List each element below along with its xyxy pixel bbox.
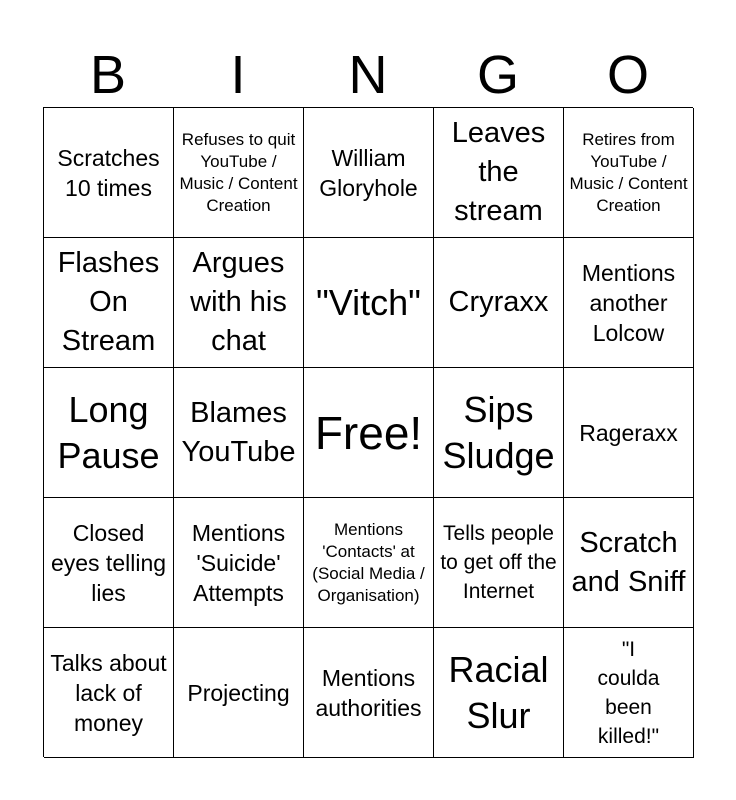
bingo-cell[interactable]	[564, 108, 694, 238]
bingo-cell[interactable]	[304, 628, 434, 758]
cell-text: Mentions authorities	[315, 664, 422, 721]
cell-text: Argues with his chat	[190, 247, 287, 357]
cell-text: Long Pause	[57, 388, 160, 476]
bingo-cell[interactable]	[564, 238, 694, 368]
cell-text: Mentions 'Suicide' Attempts	[191, 519, 286, 606]
bingo-cell[interactable]	[174, 628, 304, 758]
bingo-cell[interactable]	[304, 498, 434, 628]
bingo-cell[interactable]	[434, 368, 564, 498]
bingo-cell[interactable]	[434, 108, 564, 238]
bingo-cell[interactable]	[174, 368, 304, 498]
header-letter-g: G	[476, 45, 519, 105]
cell-text: "I coulda been killed!"	[597, 637, 660, 748]
bingo-cell[interactable]	[174, 238, 304, 368]
cell-text: Sips Sludge	[442, 388, 555, 476]
bingo-cell[interactable]	[174, 108, 304, 238]
cell-text: Tells people to get off the Internet	[440, 522, 557, 603]
cell-text: Refuses to quit YouTube / Music / Content Creation	[179, 129, 298, 215]
cell-text: "Vitch"	[316, 281, 421, 323]
bingo-cell[interactable]	[434, 498, 564, 628]
header-letter-b: B	[89, 45, 127, 105]
free-space-cell[interactable]	[304, 368, 434, 498]
cell-text: Racial Slur	[448, 648, 549, 736]
bingo-cell[interactable]	[434, 628, 564, 758]
header-letter-n: N	[348, 45, 388, 105]
cell-text: Leaves the stream	[451, 117, 546, 227]
bingo-cell[interactable]	[44, 368, 174, 498]
bingo-cell[interactable]	[304, 108, 434, 238]
cell-text: Flashes On Stream	[57, 247, 160, 357]
cell-text: Retires from YouTube / Music / Content Creation	[569, 129, 688, 215]
bingo-header	[43, 42, 693, 108]
cell-text: Mentions another Lolcow	[581, 259, 676, 346]
bingo-grid	[43, 107, 693, 757]
cell-text: Closed eyes telling lies	[50, 519, 167, 606]
cell-text: Rageraxx	[579, 419, 678, 446]
bingo-cell[interactable]	[304, 238, 434, 368]
bingo-cell[interactable]	[44, 498, 174, 628]
cell-text: Projecting	[187, 679, 290, 706]
bingo-cell[interactable]	[44, 108, 174, 238]
cell-text: Cryraxx	[448, 286, 549, 318]
bingo-cell[interactable]	[564, 368, 694, 498]
cell-text: William Gloryhole	[319, 144, 418, 201]
cell-text: Scratch and Sniff	[571, 526, 686, 598]
cell-text: Free!	[314, 406, 423, 459]
bingo-cell[interactable]	[564, 498, 694, 628]
cell-text: Blames YouTube	[181, 396, 296, 468]
header-letter-o: O	[606, 45, 649, 105]
cell-text: Talks about lack of money	[50, 649, 167, 736]
bingo-cell[interactable]	[44, 628, 174, 758]
bingo-cell[interactable]	[564, 628, 694, 758]
bingo-cell[interactable]	[174, 498, 304, 628]
cell-text: Scratches 10 times	[57, 144, 160, 201]
bingo-cell[interactable]	[434, 238, 564, 368]
bingo-cell[interactable]	[44, 238, 174, 368]
header-letter-i: I	[230, 45, 246, 105]
cell-text: Mentions 'Contacts' at (Social Media / Organisation)	[312, 519, 425, 605]
